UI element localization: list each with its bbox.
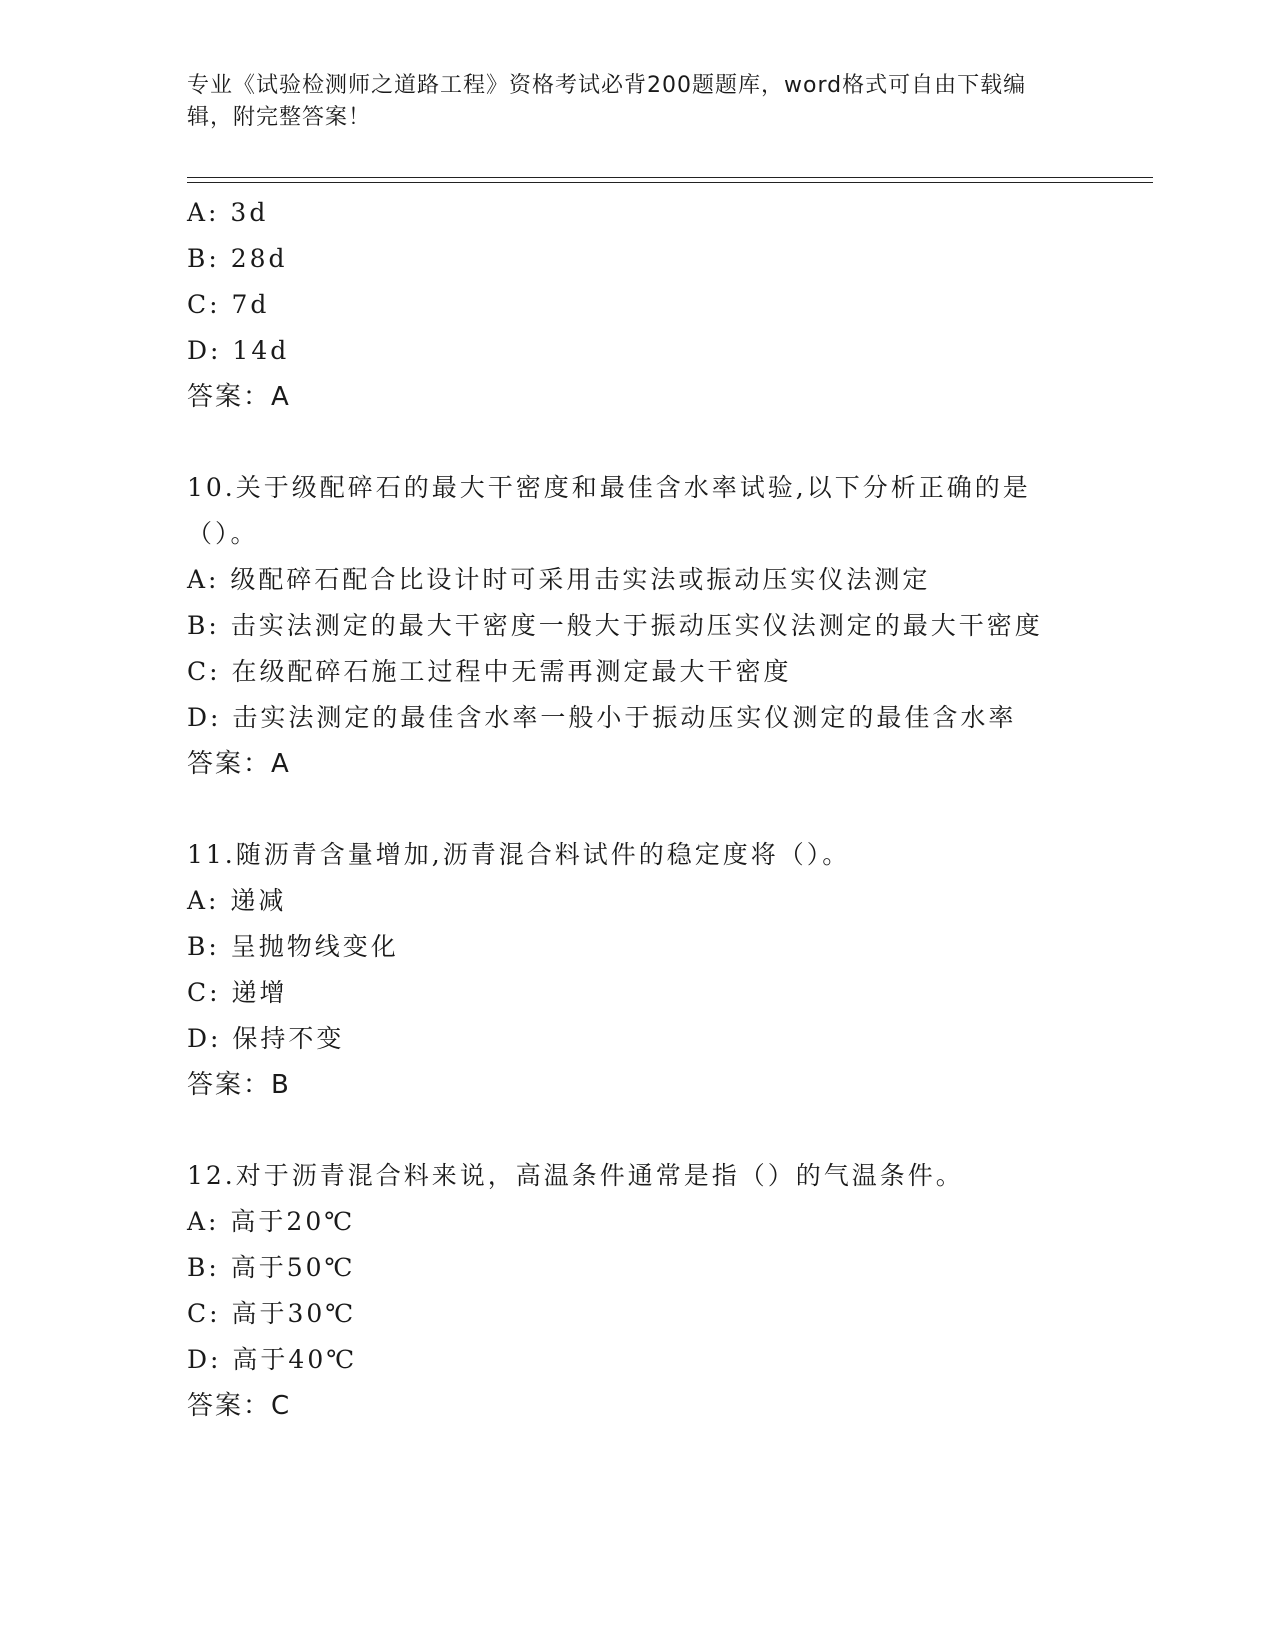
option-c: C: 7d	[187, 290, 270, 319]
question-text: 12.对于沥青混合料来说，高温条件通常是指（）的气温条件。	[187, 1161, 964, 1190]
option-b: B: 28d	[187, 244, 288, 273]
option-d: D: 击实法测定的最佳含水率一般小于振动压实仪测定的最佳含水率	[187, 703, 1017, 732]
answer: 答案：A	[187, 749, 291, 779]
question-text: 10.关于级配碎石的最大干密度和最佳含水率试验,以下分析正确的是（）。	[187, 473, 1031, 548]
question-list	[187, 190, 1117, 1429]
question-10	[187, 465, 1117, 787]
option-a: A: 级配碎石配合比设计时可采用击实法或振动压实仪法测定	[187, 565, 931, 594]
option-b: B: 呈抛物线变化	[187, 932, 399, 961]
option-a: A: 3d	[187, 198, 269, 227]
option-d: D: 高于40℃	[187, 1345, 358, 1374]
header-divider-top	[187, 177, 1153, 178]
question-text: 11.随沥青含量增加,沥青混合料试件的稳定度将（）。	[187, 840, 851, 869]
option-a: A: 递减	[187, 886, 287, 915]
document-header: 专业《试验检测师之道路工程》资格考试必背200题题库，word格式可自由下载编辑，附完整答案！	[187, 73, 1027, 130]
option-c: C: 递增	[187, 978, 288, 1007]
spacer	[187, 1108, 1117, 1153]
answer: 答案：B	[187, 1070, 291, 1100]
question-11	[187, 832, 1117, 1108]
spacer	[187, 420, 1117, 465]
question-12	[187, 1153, 1117, 1429]
option-b: B: 高于50℃	[187, 1253, 356, 1282]
option-a: A: 高于20℃	[187, 1207, 356, 1236]
question-9-tail	[187, 190, 1117, 420]
option-b: B: 击实法测定的最大干密度一般大于振动压实仪法测定的最大干密度	[187, 611, 1043, 640]
answer: 答案：A	[187, 382, 291, 412]
header-divider-bottom	[187, 182, 1153, 183]
option-c: C: 在级配碎石施工过程中无需再测定最大干密度	[187, 657, 792, 686]
option-c: C: 高于30℃	[187, 1299, 357, 1328]
option-d: D: 14d	[187, 336, 290, 365]
answer: 答案：C	[187, 1391, 292, 1421]
spacer	[187, 787, 1117, 832]
option-d: D: 保持不变	[187, 1024, 345, 1053]
